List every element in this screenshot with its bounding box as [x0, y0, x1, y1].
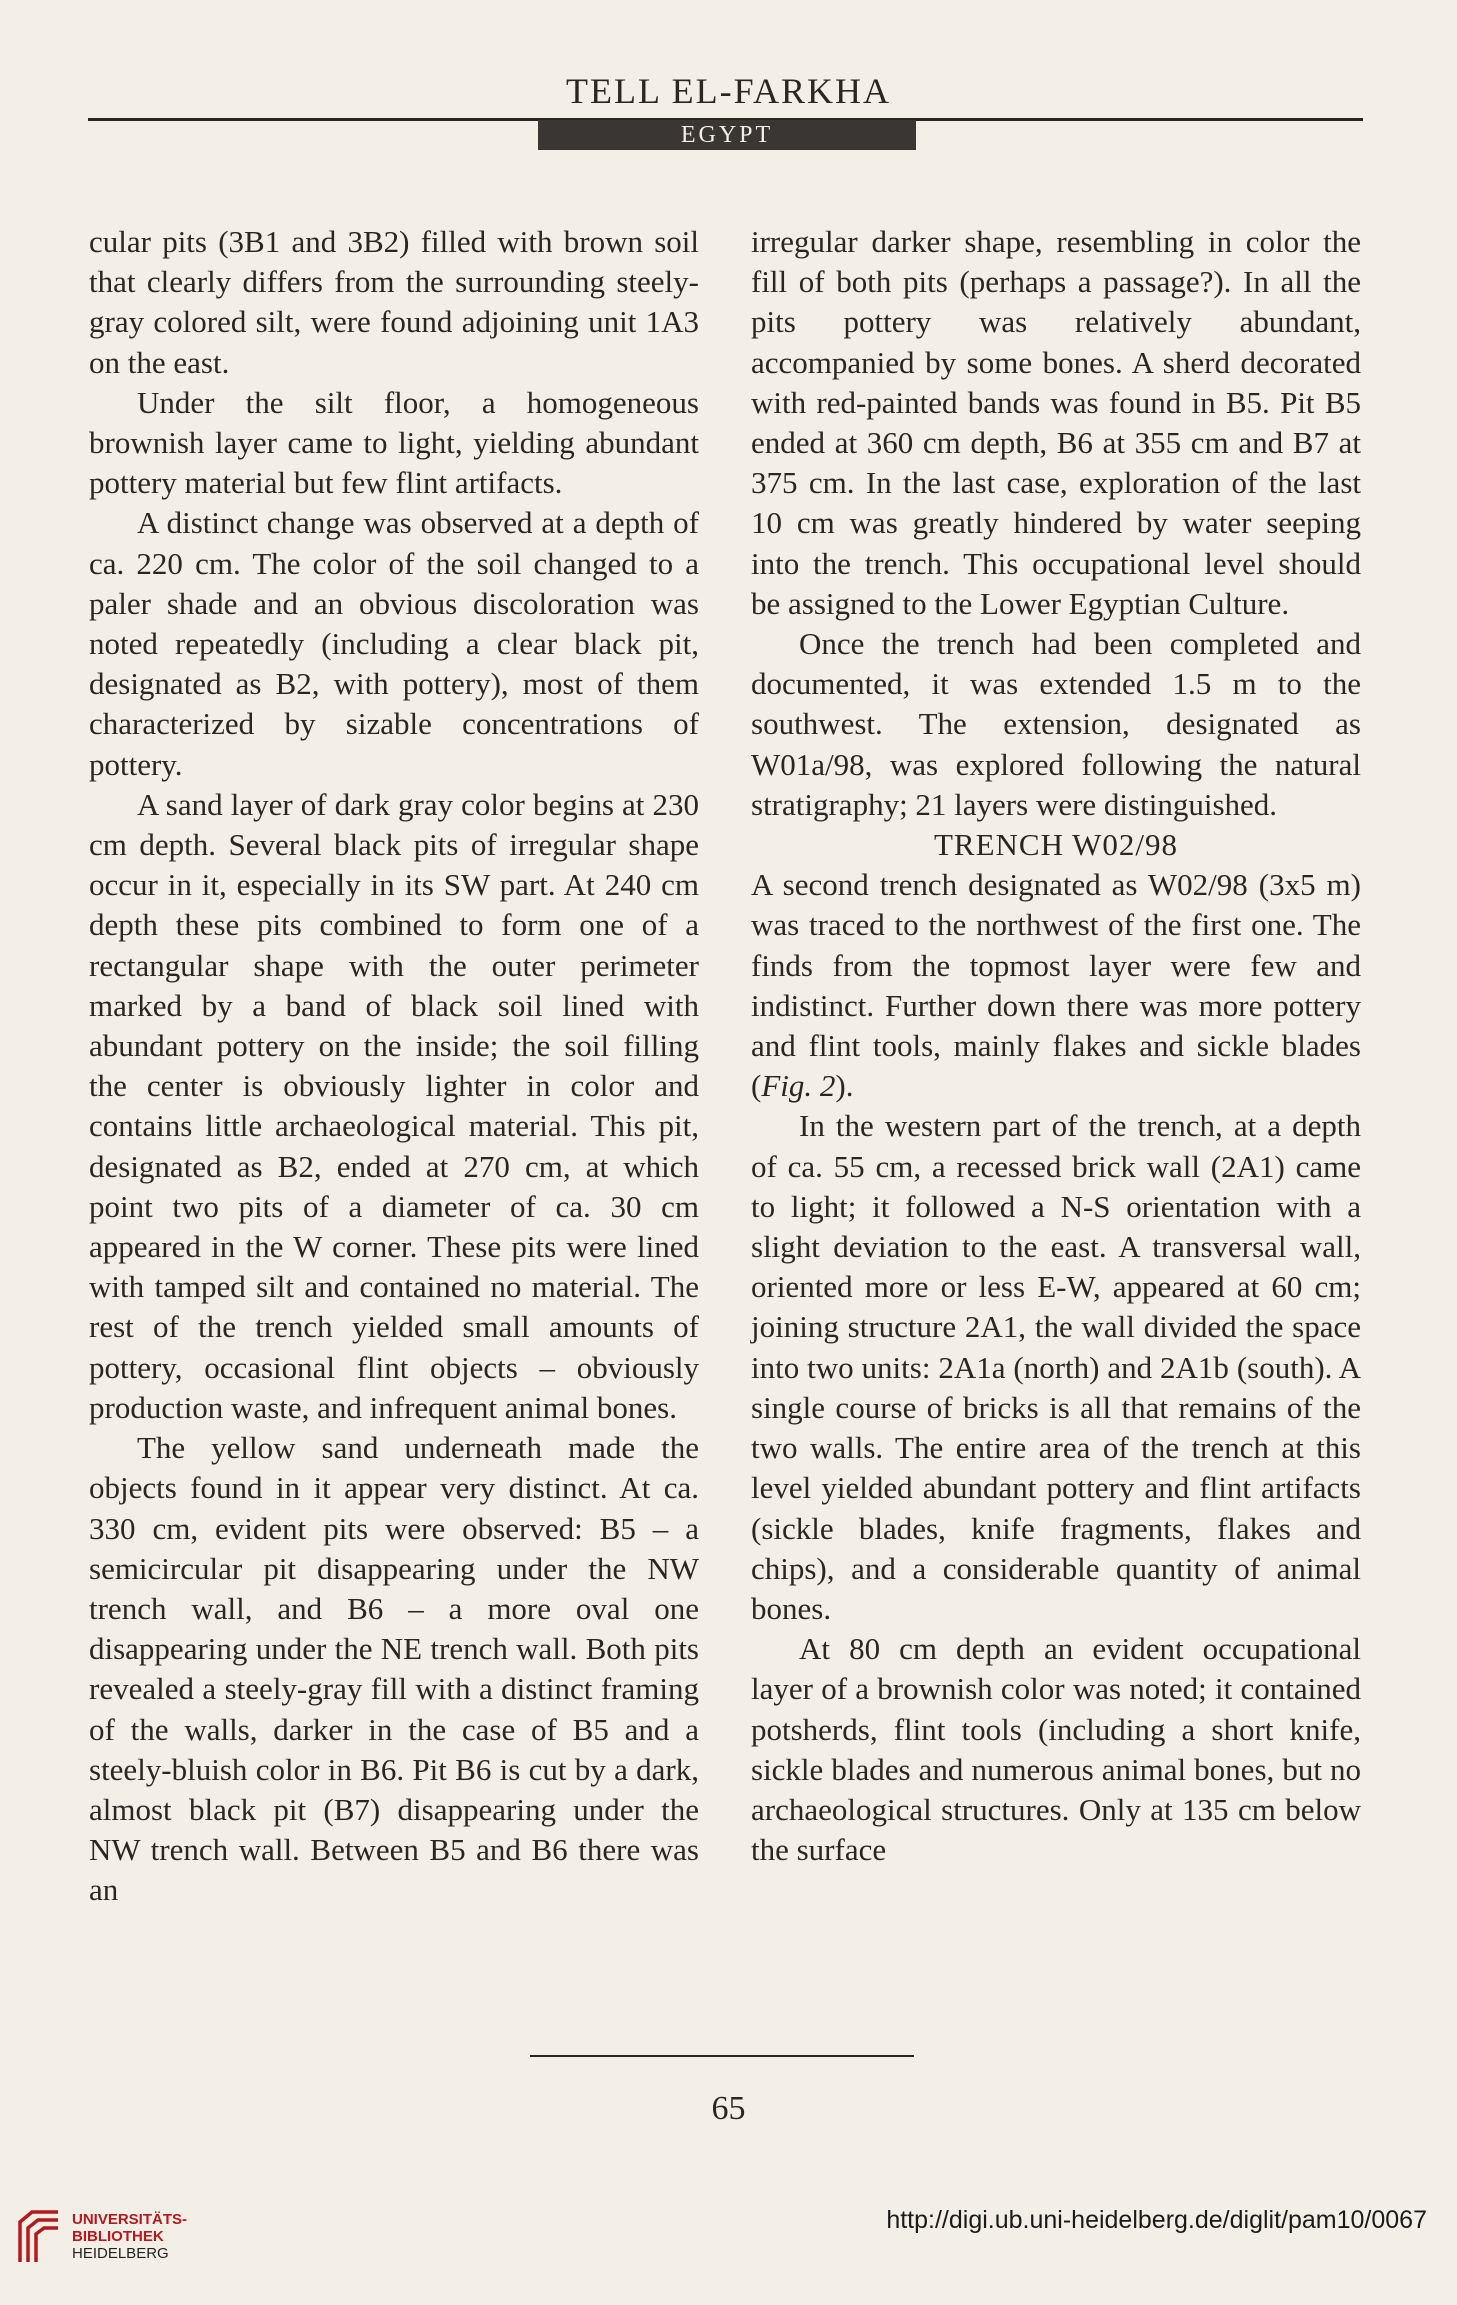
- paragraph-text: A second trench designated as W02/98 (3x5 m) was traced to the northwest of the first one. The finds from the topmost layer were few and indistinct. Further down there was more pottery and flint tools, mainly flakes and sickle blades (: [751, 867, 1361, 1104]
- paragraph: At 80 cm depth an evident occupational layer of a brownish color was noted; it contained potsherds, flint tools (including a short knife, sickle blades and numerous animal bones, but no archaeological structures. Only at 135 cm below the surface: [751, 1631, 1361, 1868]
- section-heading: TRENCH W02/98: [933, 827, 1179, 863]
- left-column: [89, 222, 699, 1911]
- logo-line: HEIDELBERG: [72, 2244, 169, 2262]
- paragraph: The yellow sand underneath made the objects found in it appear very distinct. At ca. 330 cm, evident pits were observed: B5 – a semicircular pit disappearing under the NW trench wall, and B6 – a more oval one disappearing under the NE trench wall. Both pits revealed a steely-gray fill with a distinct framing of the walls, darker in the case of B5 and a steely-bluish color in B6. Pit B6 is cut by a dark, almost black pit (B7) disappearing under the NW trench wall. Between B5 and B6 there was an: [89, 1430, 699, 1908]
- logo-line: BIBLIOTHEK: [72, 2227, 164, 2245]
- paragraph: In the western part of the trench, at a depth of ca. 55 cm, a recessed brick wall (2A1) came to light; it followed a N-S orientation with a slight deviation to the east. A transversal wall, oriented more or less E-W, appeared at 60 cm; joining structure 2A1, the wall divided the space into two units: 2A1a (north) and 2A1b (south). A single course of bricks is all that remains of the two walls. The entire area of the trench at this level yielded abundant pottery and flint artifacts (sickle blades, knife fragments, flakes and chips), and a considerable quantity of animal bones.: [751, 1108, 1361, 1626]
- library-logo-icon: [14, 2208, 64, 2264]
- paragraph: irregular darker shape, resembling in color the fill of both pits (perhaps a passage?). In all the pits pottery was relatively abundant, accompanied by some bones. A sherd decorated with red-painted bands was found in B5. Pit B5 ended at 360 cm depth, B6 at 355 cm and B7 at 375 cm. In the last case, exploration of the last 10 cm was greatly hindered by water seeping into the trench. This occupational level should be assigned to the Lower Egyptian Culture.: [751, 224, 1361, 621]
- logo-line: UNIVERSITÄTS-: [72, 2210, 188, 2228]
- paragraph: A distinct change was observed at a depth of ca. 220 cm. The color of the soil changed to a paler shade and an obvious discoloration was noted repeatedly (including a clear black pit, designated as B2, with pottery), most of them characterized by sizable concentrations of pottery.: [89, 505, 699, 782]
- paragraph: Once the trench had been completed and documented, it was extended 1.5 m to the southwest. The extension, designated as W01a/98, was explored following the natural stratigraphy; 21 layers were distinguished.: [751, 626, 1361, 822]
- library-logo[interactable]: [14, 2208, 187, 2264]
- footer-rule: [530, 2055, 914, 2057]
- running-header-subtitle: EGYPT: [538, 120, 916, 150]
- paragraph: cular pits (3B1 and 3B2) filled with brown soil that clearly differs from the surrounding steely-gray colored silt, were found adjoining unit 1A3 on the east.: [89, 224, 699, 380]
- paragraph: Under the silt floor, a homogeneous brownish layer came to light, yielding abundant pottery material but few flint artifacts.: [89, 384, 699, 501]
- library-logo-text: [72, 2211, 187, 2262]
- source-url-link[interactable]: http://digi.ub.uni-heidelberg.de/diglit/pam10/0067: [886, 2206, 1427, 2234]
- paragraph-text: ).: [835, 1068, 854, 1104]
- page-number: 65: [711, 2090, 746, 2127]
- paragraph: A sand layer of dark gray color begins at 230 cm depth. Several black pits of irregular shape occur in it, especially in its SW part. At 240 cm depth these pits combined to form one of a rectangular shape with the outer perimeter marked by a band of black soil lined with abundant pottery on the inside; the soil filling the center is obviously lighter in color and contains little archaeological material. This pit, designated as B2, ended at 270 cm, at which point two pits of a diameter of ca. 30 cm appeared in the W corner. These pits were lined with tamped silt and contained no material. The rest of the trench yielded small amounts of pottery, occasional flint objects – obviously production waste, and infrequent animal bones.: [89, 786, 699, 1425]
- paragraph: [751, 865, 1361, 1106]
- running-header-title: TELL EL-FARKHA: [566, 71, 891, 111]
- right-column: [751, 222, 1361, 1870]
- figure-reference-link[interactable]: Fig. 2: [761, 1068, 836, 1104]
